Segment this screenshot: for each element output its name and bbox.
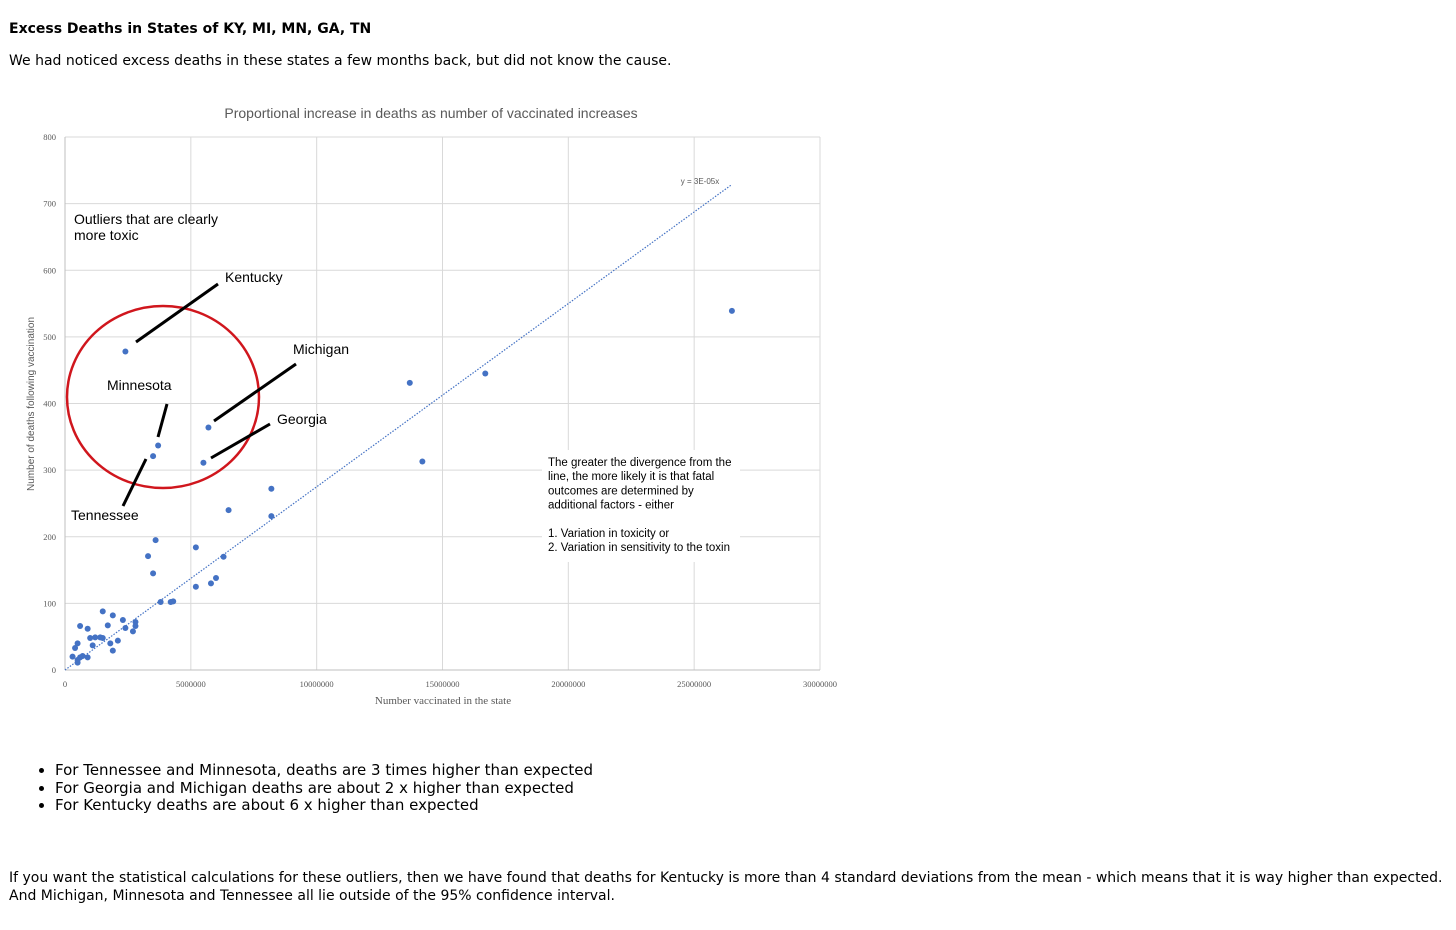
data-point bbox=[482, 371, 488, 377]
data-point bbox=[85, 626, 91, 632]
data-point bbox=[205, 424, 211, 430]
y-axis-label: Number of deaths following vaccination bbox=[26, 317, 37, 491]
chart-title: Proportional increase in deaths as number of vaccinated increases bbox=[224, 105, 638, 121]
divergence-note-line: additional factors - either bbox=[548, 499, 674, 512]
data-point bbox=[213, 575, 219, 581]
data-point bbox=[729, 308, 735, 314]
x-tick-label: 15000000 bbox=[425, 679, 460, 689]
divergence-note-line: line, the more likely it is that fatal bbox=[548, 471, 715, 484]
label-kentucky: Kentucky bbox=[225, 269, 283, 285]
x-tick-label: 10000000 bbox=[299, 679, 334, 689]
list-item: • For Kentucky deaths are about 6 x higher than expected bbox=[55, 797, 593, 815]
data-point bbox=[115, 638, 121, 644]
georgia-pointer bbox=[211, 424, 270, 458]
outlier-circle bbox=[67, 306, 259, 488]
label-georgia: Georgia bbox=[277, 411, 327, 427]
y-tick-label: 0 bbox=[51, 665, 56, 675]
y-tick-label: 500 bbox=[43, 331, 56, 342]
data-point bbox=[75, 660, 81, 666]
trendline-equation: y = 3E-05x bbox=[680, 177, 720, 186]
data-point bbox=[122, 349, 128, 355]
data-point bbox=[193, 584, 199, 590]
data-point bbox=[268, 486, 274, 492]
data-point bbox=[150, 453, 156, 459]
data-point bbox=[221, 554, 227, 560]
tennessee-pointer bbox=[123, 459, 146, 506]
label-michigan: Michigan bbox=[293, 341, 350, 357]
x-tick-label: 20000000 bbox=[551, 679, 586, 689]
data-point bbox=[87, 635, 93, 641]
y-tick-label: 200 bbox=[43, 531, 56, 542]
kentucky-pointer bbox=[136, 284, 218, 342]
chart-canvas bbox=[0, 85, 860, 725]
divergence-note-line: 1. Variation in toxicity or bbox=[548, 528, 670, 540]
y-tick-label: 100 bbox=[43, 598, 56, 609]
y-tick-label: 300 bbox=[43, 465, 56, 476]
data-point bbox=[226, 507, 232, 513]
x-tick-label: 0 bbox=[62, 679, 68, 689]
data-point bbox=[100, 635, 106, 641]
data-point bbox=[419, 458, 425, 464]
data-point bbox=[150, 570, 156, 576]
data-point bbox=[72, 645, 78, 651]
data-point bbox=[70, 654, 76, 660]
data-point bbox=[153, 537, 159, 543]
x-axis-label: Number vaccinated in the state bbox=[374, 695, 512, 707]
findings-list bbox=[37, 762, 593, 815]
x-tick-label: 30000000 bbox=[803, 679, 837, 689]
data-point bbox=[120, 617, 126, 623]
y-tick-label: 400 bbox=[43, 398, 56, 409]
data-point bbox=[105, 622, 111, 628]
data-point bbox=[110, 648, 116, 654]
divergence-note-line: 2. Variation in sensitivity to the toxin bbox=[548, 542, 730, 555]
list-item: • For Georgia and Michigan deaths are about 2 x higher than expected bbox=[55, 780, 593, 798]
data-point bbox=[85, 654, 91, 660]
footer-paragraph bbox=[9, 869, 1449, 905]
data-point bbox=[132, 623, 138, 629]
data-point bbox=[407, 380, 413, 386]
footer-line-1: If you want the statistical calculations for these outliers, then we have found that deaths for Kentucky is more than 4 standard deviations from the mean - which means that it is way higher than expected. bbox=[9, 870, 1443, 886]
data-point bbox=[77, 623, 83, 629]
data-point bbox=[268, 513, 274, 519]
divergence-note-line: The greater the divergence from the bbox=[548, 457, 732, 469]
data-point bbox=[193, 544, 199, 550]
list-item: • For Tennessee and Minnesota, deaths are 3 times higher than expected bbox=[55, 762, 593, 780]
y-tick-label: 700 bbox=[43, 198, 56, 209]
data-point bbox=[145, 553, 151, 559]
trendline bbox=[65, 184, 732, 670]
data-point bbox=[158, 599, 164, 605]
data-point bbox=[208, 580, 214, 586]
x-tick-label: 25000000 bbox=[677, 679, 712, 689]
data-point bbox=[130, 628, 136, 634]
data-point bbox=[100, 608, 106, 614]
data-point bbox=[107, 640, 113, 646]
data-point bbox=[200, 460, 206, 466]
y-tick-label: 600 bbox=[43, 265, 56, 276]
y-tick-label: 800 bbox=[43, 132, 56, 142]
page-heading: Excess Deaths in States of KY, MI, MN, GA, TN bbox=[9, 21, 372, 37]
data-point bbox=[122, 625, 128, 631]
data-point bbox=[155, 442, 161, 448]
data-point bbox=[170, 598, 176, 604]
label-minnesota: Minnesota bbox=[107, 377, 172, 393]
label-tennessee: Tennessee bbox=[71, 507, 139, 523]
outlier-note-line1: Outliers that are clearly bbox=[74, 211, 218, 227]
x-tick-label: 5000000 bbox=[175, 679, 206, 689]
outlier-note-line2: more toxic bbox=[74, 227, 139, 243]
scatter-chart bbox=[0, 85, 860, 725]
trendline-line bbox=[65, 184, 732, 670]
footer-line-2: And Michigan, Minnesota and Tennessee all lie outside of the 95% confidence interval. bbox=[9, 888, 615, 904]
divergence-note-line: outcomes are determined by bbox=[548, 485, 694, 498]
data-point bbox=[110, 612, 116, 618]
minnesota-pointer bbox=[158, 404, 167, 437]
intro-text: We had noticed excess deaths in these states a few months back, but did not know the cause. bbox=[9, 53, 672, 69]
data-point bbox=[90, 642, 96, 648]
